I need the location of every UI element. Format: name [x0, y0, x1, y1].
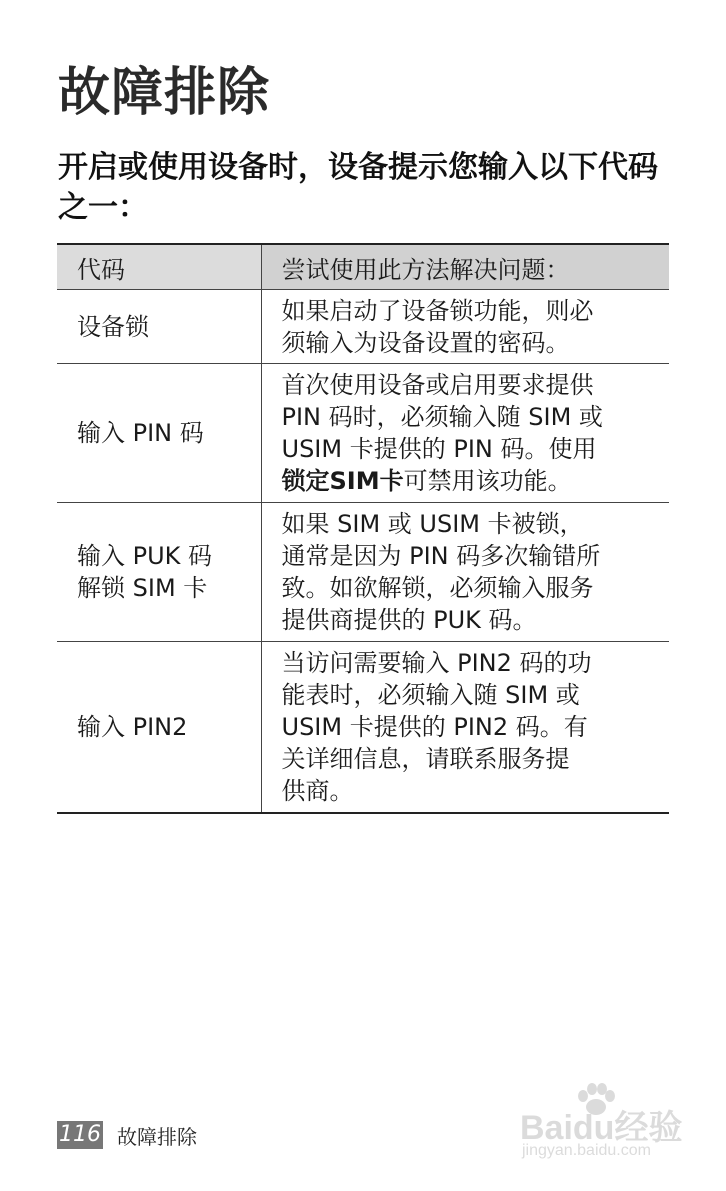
header-code: 代码 [57, 244, 261, 290]
watermark-url: jingyan.baidu.com [522, 1142, 651, 1159]
solution-line: 首次使用设备或启用要求提供 [281, 371, 594, 399]
table-row [57, 503, 669, 642]
code-cell [57, 503, 261, 642]
solution-tail: 可禁用该功能。 [403, 467, 572, 495]
solution-line: 如果 SIM 或 USIM 卡被锁， [281, 510, 584, 538]
table-row [57, 364, 669, 503]
baidu-jingyan-watermark [512, 1082, 690, 1166]
table-header-row [57, 244, 669, 290]
code-line: 解锁 SIM 卡 [77, 574, 208, 602]
code-line: 输入 PIN 码 [77, 419, 204, 447]
solution-line: 致。如欲解锁，必须输入服务 [281, 574, 594, 602]
solution-line: 通常是因为 PIN 码多次输错所 [281, 542, 601, 570]
solution-line: 能表时，必须输入随 SIM 或 [281, 680, 580, 709]
watermark-brand: Baidu经验 [520, 1109, 683, 1147]
code-cell [57, 364, 261, 503]
error-code-table [57, 243, 669, 814]
solution-cell [261, 364, 669, 503]
solution-line: 如果启动了设备锁功能，则必 [281, 296, 594, 325]
code-line: 输入 PIN2 [77, 712, 188, 741]
solution-cell [261, 642, 669, 813]
page-footer [57, 1121, 197, 1149]
solution-cell [261, 290, 669, 364]
code-line: 输入 PUK 码 [77, 542, 213, 570]
solution-line: 供商。 [281, 776, 354, 805]
lock-sim-card-setting: 锁定SIM卡 [281, 467, 404, 495]
solution-line: USIM 卡提供的 PIN 码。使用 [281, 435, 597, 463]
solution-line: 提供商提供的 PUK 码。 [281, 606, 537, 634]
table-row [57, 642, 669, 813]
code-cell [57, 290, 261, 364]
solution-line: 须输入为设备设置的密码。 [281, 328, 570, 357]
code-line: 设备锁 [77, 312, 149, 341]
solution-line: 关详细信息，请联系服务提 [281, 744, 570, 773]
solution-line-final [282, 465, 662, 497]
solution-line: USIM 卡提供的 PIN2 码。有 [281, 712, 588, 741]
solution-cell [261, 503, 669, 642]
solution-line: PIN 码时，必须输入随 SIM 或 [281, 403, 603, 431]
solution-line: 当访问需要输入 PIN2 码的功 [281, 648, 592, 677]
header-solution: 尝试使用此方法解决问题： [261, 244, 669, 290]
page-number: 116 [59, 1122, 101, 1147]
code-cell [57, 642, 261, 813]
footer-section-label: 故障排除 [117, 1124, 197, 1149]
table-row [57, 290, 669, 364]
page-title: 故障排除 [58, 63, 271, 123]
section-heading: 开启或使用设备时，设备提示您输入以下代码之一： [58, 150, 658, 225]
